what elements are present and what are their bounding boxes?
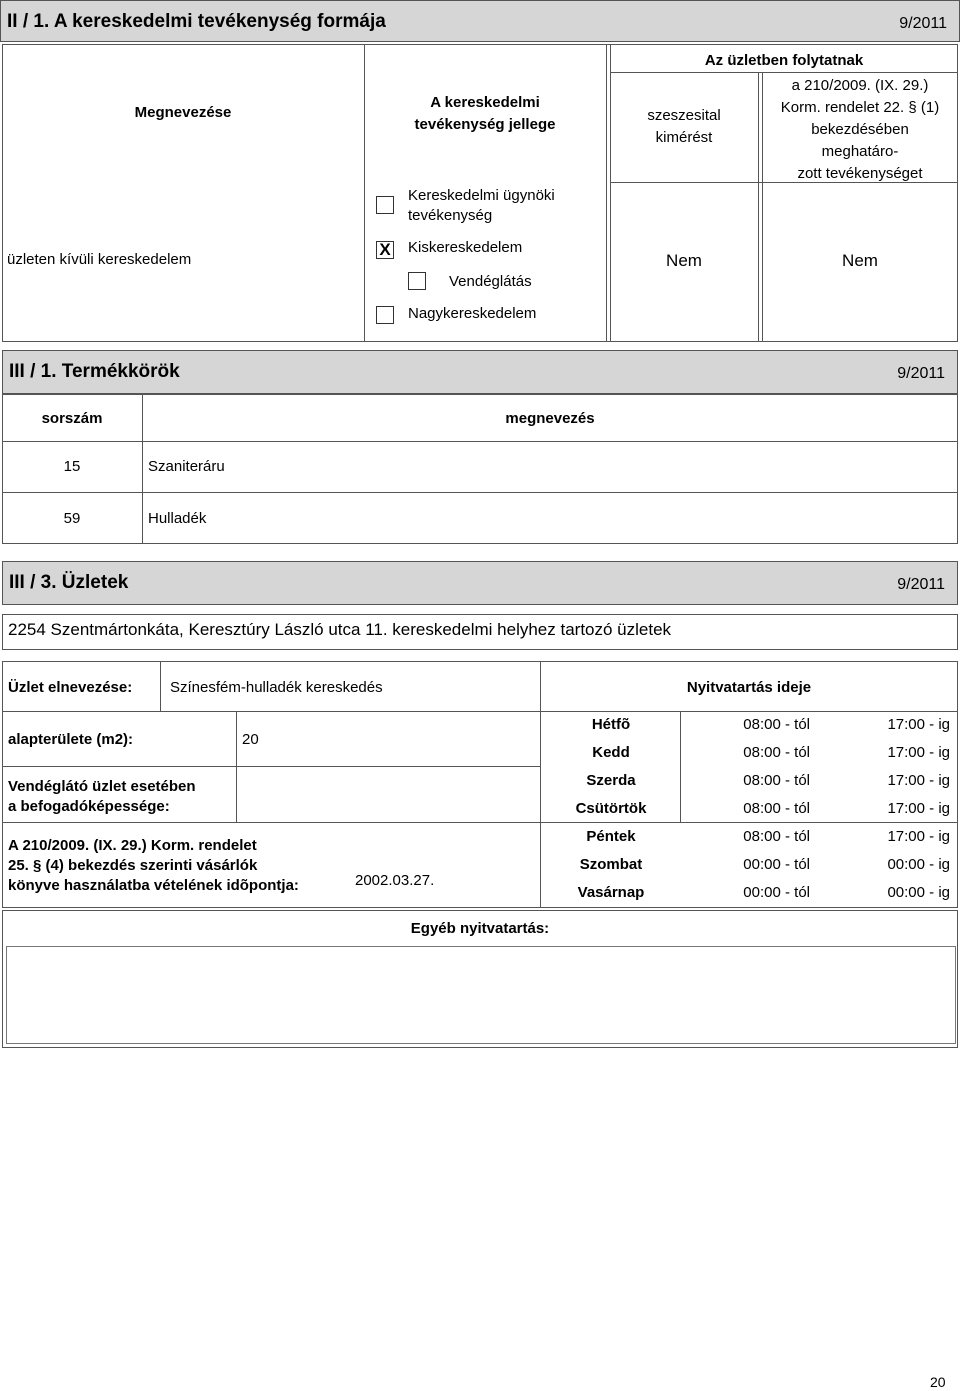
column-header-other-line3: bekezdésében	[811, 121, 909, 138]
opening-to: 17:00 - ig	[887, 744, 950, 761]
opening-from: 00:00 - tól	[743, 884, 810, 901]
other-activity-value: Nem	[842, 251, 878, 270]
opening-to: 17:00 - ig	[887, 828, 950, 845]
day-name: Szombat	[579, 856, 643, 873]
complaint-book-label	[8, 836, 299, 896]
checkbox-retail[interactable]: X	[376, 241, 394, 259]
option-wholesale-label: Nagykereskedelem	[408, 305, 537, 322]
opening-to: 17:00 - ig	[887, 800, 950, 817]
section-header-shops	[2, 561, 958, 605]
divider	[2, 492, 958, 493]
product-no: 15	[63, 458, 81, 475]
complaint-book-label-line3: könyve használatba vételének idõpontja:	[8, 877, 299, 894]
column-header-other-line4: meghatáro-	[821, 143, 899, 160]
day-name: Péntek	[586, 828, 636, 845]
option-agent-label-line2: tevékenység	[408, 207, 493, 224]
opening-from: 08:00 - tól	[743, 716, 810, 733]
section-title: III / 1. Termékkörök	[9, 361, 180, 382]
complaint-book-date: 2002.03.27.	[355, 872, 435, 889]
product-name: Szaniteráru	[148, 458, 225, 475]
divider	[610, 44, 611, 342]
column-header-type-line2: tevékenység jellege	[414, 116, 556, 133]
group-header-shop: Az üzletben folytatnak	[704, 52, 864, 69]
shop-name-label: Üzlet elnevezése:	[8, 679, 133, 696]
option-agent-label-line1: Kereskedelmi ügynöki	[408, 187, 555, 204]
other-hours-label: Egyéb nyitvatartás:	[410, 920, 550, 937]
day-name: Csütörtök	[575, 800, 647, 817]
checkbox-catering[interactable]	[408, 272, 426, 290]
section-title: II / 1. A kereskedelmi tevékenység formája	[7, 11, 386, 32]
opening-to: 00:00 - ig	[887, 884, 950, 901]
divider	[2, 822, 540, 823]
column-header-type	[364, 92, 606, 136]
divider	[610, 72, 958, 73]
opening-from: 00:00 - tól	[743, 856, 810, 873]
column-header-alcohol	[610, 105, 758, 149]
column-header-type-line1: A kereskedelmi	[430, 94, 540, 111]
section-code: 9/2011	[899, 15, 947, 32]
column-header-other-line1: a 210/2009. (IX. 29.)	[791, 77, 929, 94]
checkbox-wholesale[interactable]	[376, 306, 394, 324]
product-no: 59	[63, 510, 81, 527]
area-value: 20	[242, 731, 259, 748]
section-header-product-groups	[2, 350, 958, 394]
opening-to: 17:00 - ig	[887, 772, 950, 789]
divider	[606, 44, 607, 342]
column-header-other-line5: zott tevékenységet	[797, 165, 923, 182]
shop-address: 2254 Szentmártonkáta, Keresztúry László utca 11. kereskedelmi helyhez tartozó üzletek	[8, 620, 672, 639]
shop-name-value: Színesfém-hulladék kereskedés	[170, 679, 383, 696]
day-name: Vasárnap	[577, 884, 645, 901]
capacity-label-line2: a befogadóképessége:	[8, 798, 170, 815]
column-header-alcohol-line2: kimérést	[655, 129, 713, 146]
column-header-other-line2: Korm. rendelet 22. § (1)	[780, 99, 940, 116]
column-header-alcohol-line1: szeszesital	[647, 107, 721, 124]
checkbox-agent[interactable]	[376, 196, 394, 214]
column-header-no: sorszám	[41, 410, 103, 427]
opening-from: 08:00 - tól	[743, 772, 810, 789]
day-name: Hétfõ	[591, 716, 631, 733]
option-agent-label	[408, 186, 555, 226]
opening-hours-header: Nyitvatartás ideje	[686, 679, 812, 696]
divider	[364, 44, 365, 342]
product-name: Hulladék	[148, 510, 207, 527]
opening-from: 08:00 - tól	[743, 828, 810, 845]
opening-from: 08:00 - tól	[743, 800, 810, 817]
option-retail-label: Kiskereskedelem	[408, 239, 523, 256]
divider	[2, 766, 540, 767]
opening-to: 17:00 - ig	[887, 716, 950, 733]
section-header-activity-form	[0, 0, 960, 42]
divider	[2, 441, 958, 442]
complaint-book-label-line2: 25. § (4) bekezdés szerinti vásárlók	[8, 857, 258, 874]
capacity-label	[8, 777, 196, 817]
page-number: 20	[930, 1374, 946, 1390]
day-name: Kedd	[592, 744, 630, 761]
day-name: Szerda	[586, 772, 636, 789]
section-code: 9/2011	[897, 576, 945, 593]
divider	[160, 661, 161, 711]
alcohol-value: Nem	[666, 251, 702, 270]
section-code: 9/2011	[897, 365, 945, 382]
opening-to: 00:00 - ig	[887, 856, 950, 873]
column-header-product: megnevezés	[505, 410, 595, 427]
section-title: III / 3. Üzletek	[9, 572, 129, 593]
area-label: alapterülete (m2):	[8, 731, 134, 748]
opening-from: 08:00 - tól	[743, 744, 810, 761]
divider	[680, 711, 681, 822]
activity-row-name: üzleten kívüli kereskedelem	[7, 251, 192, 268]
divider	[2, 711, 958, 712]
divider	[758, 72, 759, 342]
capacity-label-line1: Vendéglátó üzlet esetében	[8, 778, 196, 795]
column-header-other	[762, 75, 958, 185]
divider	[540, 822, 958, 823]
column-header-name: Megnevezése	[134, 104, 232, 121]
option-catering-label: Vendéglátás	[449, 273, 532, 290]
other-hours-input[interactable]	[6, 946, 956, 1044]
complaint-book-label-line1: A 210/2009. (IX. 29.) Korm. rendelet	[8, 837, 257, 854]
